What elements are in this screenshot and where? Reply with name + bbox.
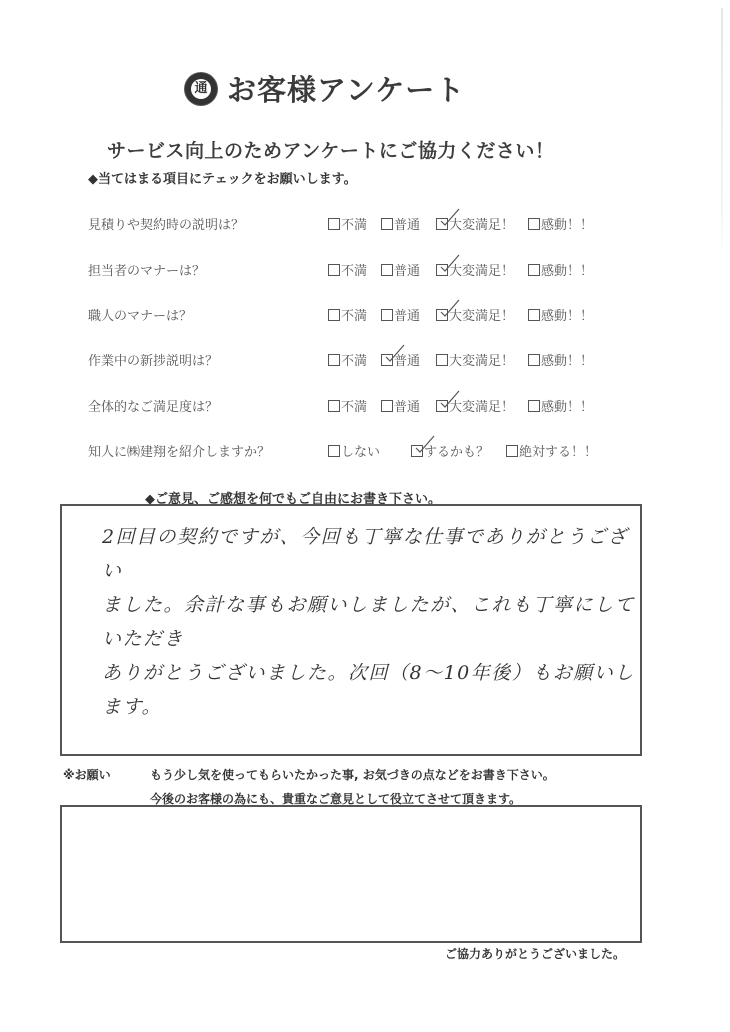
question-label: 職人のマナーは？	[88, 309, 193, 324]
option-futsuu[interactable]: 普通	[381, 214, 420, 233]
option-futsuu[interactable]: 普通	[381, 396, 420, 415]
checkbox-icon[interactable]	[528, 354, 540, 366]
checkbox-icon[interactable]	[528, 218, 540, 230]
question-row-estimate	[88, 214, 618, 236]
request-instruction-2: 今後のお客様の為にも、貴重なご意見として役立てさせて頂きます。	[150, 792, 522, 806]
question-label: 担当者のマナーは？	[88, 264, 206, 279]
logo-glyph: 通	[191, 79, 211, 99]
question-row-referral	[88, 441, 618, 463]
question-row-progress-explanation	[88, 350, 618, 372]
option-futsuu[interactable]: 普通	[381, 260, 420, 279]
question-label: 作業中の新捗説明は？	[88, 354, 219, 369]
checkbox-checked-icon[interactable]	[436, 264, 448, 276]
comments-heading: ◆ご意見、ご感想を何でもご自由にお書き下さい。	[145, 492, 441, 507]
request-textarea[interactable]	[60, 805, 642, 943]
checkbox-icon[interactable]	[528, 309, 540, 321]
request-instruction-1: もう少し気を使ってもらいたかった事, お気づきの点などをお書き下さい。	[150, 768, 555, 782]
option-futsuu[interactable]: 普通	[381, 305, 420, 324]
checkbox-icon[interactable]	[436, 354, 448, 366]
checkbox-checked-icon[interactable]	[411, 445, 423, 457]
checkbox-checked-icon[interactable]	[436, 400, 448, 412]
checkbox-icon[interactable]	[328, 264, 340, 276]
option-fuman[interactable]: 不満	[328, 350, 367, 369]
checkbox-icon[interactable]	[328, 218, 340, 230]
question-label: 全体的なご満足度は？	[88, 400, 219, 415]
checkbox-icon[interactable]	[328, 445, 340, 457]
question-row-overall-satisfaction	[88, 396, 618, 418]
form-header	[185, 68, 465, 109]
question-label: 見積りや契約時の説明は？	[88, 218, 245, 233]
form-title: お客様アンケート	[227, 73, 466, 107]
option-daihen-manzoku[interactable]: 大変満足！	[436, 260, 514, 279]
question-row-staff-manner	[88, 260, 618, 282]
checkbox-icon[interactable]	[381, 309, 393, 321]
option-shinai[interactable]: しない	[328, 441, 380, 460]
checkbox-checked-icon[interactable]	[436, 218, 448, 230]
checkbox-icon[interactable]	[381, 264, 393, 276]
request-label: ※お願い	[63, 768, 111, 782]
handwritten-comment	[102, 520, 642, 724]
option-kandou[interactable]: 感動！！	[528, 305, 593, 324]
option-kandou[interactable]: 感動！！	[528, 214, 593, 233]
handwritten-line: 2回目の契約ですが、今回も丁寧な仕事でありがとうござい	[102, 526, 629, 582]
handwritten-line: ました。余計な事もお願いしましたが、これも丁寧にしていただき	[102, 594, 636, 650]
checkbox-icon[interactable]	[528, 264, 540, 276]
option-suru-kamo[interactable]: するかも？	[411, 441, 489, 460]
checklist-instruction: ◆当てはまる項目にテェックをお願いします。	[88, 172, 357, 187]
checkbox-checked-icon[interactable]	[381, 354, 393, 366]
option-daihen-manzoku[interactable]: 大変満足！	[436, 305, 514, 324]
comments-textarea[interactable]	[60, 504, 642, 756]
checkbox-icon[interactable]	[381, 218, 393, 230]
checkbox-icon[interactable]	[328, 354, 340, 366]
option-daihen-manzoku[interactable]: 大変満足！	[436, 350, 514, 369]
option-daihen-manzoku[interactable]: 大変満足！	[436, 396, 514, 415]
question-row-craftsman-manner	[88, 305, 618, 327]
checkbox-icon[interactable]	[506, 445, 518, 457]
scan-edge-artifact	[721, 8, 723, 258]
option-daihen-manzoku[interactable]: 大変満足！	[436, 214, 514, 233]
checkbox-icon[interactable]	[381, 400, 393, 412]
checkbox-icon[interactable]	[328, 400, 340, 412]
option-fuman[interactable]: 不満	[328, 260, 367, 279]
question-label: 知人に㈱建翔を紹介しますか？	[88, 445, 271, 460]
checkbox-checked-icon[interactable]	[436, 309, 448, 321]
checkbox-icon[interactable]	[328, 309, 340, 321]
thanks-message: ご協力ありがとうございました。	[445, 947, 626, 961]
checkbox-icon[interactable]	[528, 400, 540, 412]
option-kandou[interactable]: 感動！！	[528, 350, 593, 369]
option-kandou[interactable]: 感動！！	[528, 396, 593, 415]
option-fuman[interactable]: 不満	[328, 214, 367, 233]
company-logo-icon	[185, 73, 217, 105]
option-fuman[interactable]: 不満	[328, 305, 367, 324]
form-subtitle: サービス向上のためアンケートにご協力ください！	[107, 140, 555, 162]
option-fuman[interactable]: 不満	[328, 396, 367, 415]
handwritten-line: ありがとうございました。次回（8〜10年後）もお願いします。	[102, 662, 635, 718]
option-futsuu[interactable]: 普通	[381, 350, 420, 369]
option-zettai-suru[interactable]: 絶対する！！	[506, 441, 597, 460]
option-kandou[interactable]: 感動！！	[528, 260, 593, 279]
